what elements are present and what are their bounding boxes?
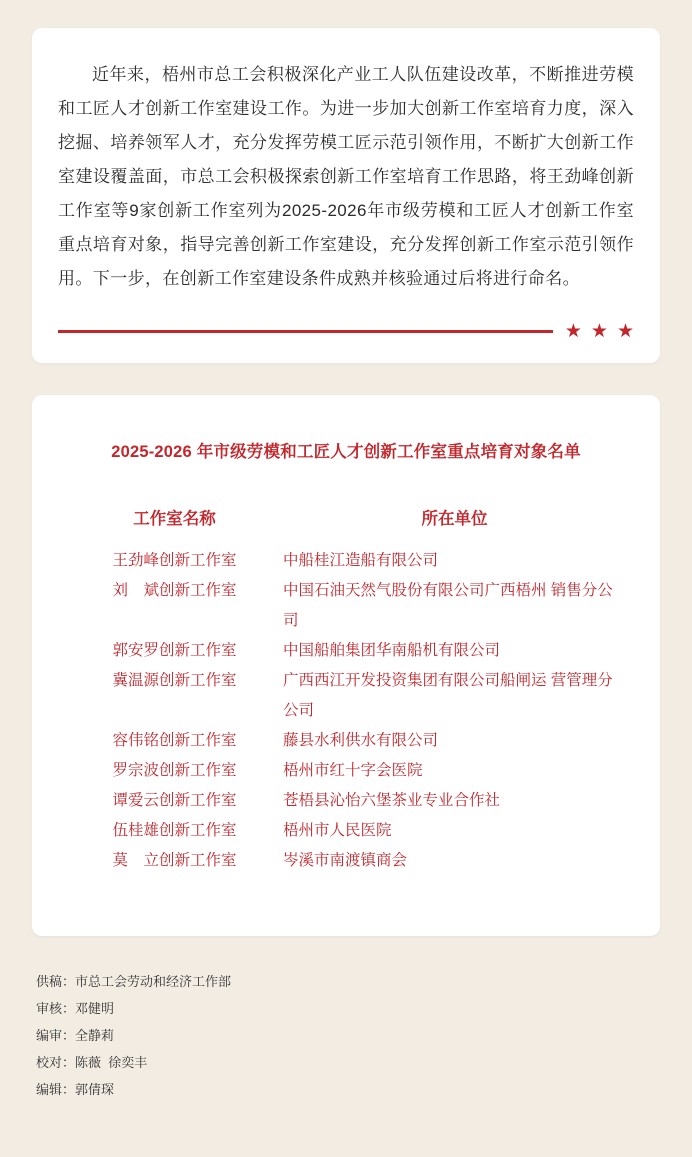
studio-unit: 广西西江开发投资集团有限公司船闸运 营管理分公司 [283,672,613,719]
studio-unit: 梧州市红十字会医院 [283,762,423,779]
footer-line-editor-in-chief: 编审：全静莉 [36,1028,115,1043]
studio-name: 伍桂雄创新工作室 [112,822,237,839]
studio-unit: 中国船舶集团华南船机有限公司 [283,642,501,659]
table-row [66,726,626,756]
star-icon: ★ [616,321,634,342]
studio-name: 郭安罗创新工作室 [112,642,237,659]
column-header-unit: 所在单位 [421,510,488,528]
footer-line-reviewer: 审核：邓健明 [36,1001,115,1016]
studio-name: 刘 斌创新工作室 [112,582,237,599]
studio-name: 冀温源创新工作室 [112,672,237,689]
table-row [66,546,626,576]
article-body: 近年来，梧州市总工会积极深化产业工人队伍建设改革，不断推进劳模和工匠人才创新工作室建设工作。为进一步加大创新工作室培育力度，深入挖掘、培养领军人才，充分发挥劳模工匠示范引领作用，不断扩大创新工作室建设覆盖面，市总工会积极探索创新工作室培育工作思路，将王劲峰创新工作室等9家创新工作室列为2025-2026年市级劳模和工匠人才创新工作室重点培育对象，指导完善创新工作室建设，充分发挥创新工作室示范引领作用。下一步，在创新工作室建设条件成熟并核验通过后将进行命名。 [58,65,634,288]
divider-line [58,330,553,333]
studio-unit: 岑溪市南渡镇商会 [283,852,408,869]
studio-unit: 中国石油天然气股份有限公司广西梧州 销售分公司 [283,582,613,629]
star-icon: ★ [590,321,608,342]
footer-line-editor: 编辑：郭倩琛 [36,1082,115,1097]
studio-unit: 苍梧县沁怡六堡茶业专业合作社 [283,792,501,809]
table-row [66,636,626,666]
star-group [559,322,634,341]
studio-name: 王劲峰创新工作室 [112,552,237,569]
table-header-row [66,505,626,546]
footer-credits [32,962,660,1123]
footer-line-proofreader: 校对：陈薇 徐奕丰 [36,1055,148,1070]
list-title: 2025-2026 年市级劳模和工匠人才创新工作室重点培育对象名单 [111,443,581,461]
article-card [32,28,660,363]
studio-name: 容伟铭创新工作室 [112,732,237,749]
studio-name: 谭爱云创新工作室 [112,792,237,809]
studio-unit: 梧州市人民医院 [283,822,392,839]
studio-name: 莫 立创新工作室 [112,852,237,869]
studio-unit: 中船桂江造船有限公司 [283,552,439,569]
table-row [66,666,626,726]
list-card [32,395,660,936]
studio-name: 罗宗波创新工作室 [112,762,237,779]
footer-line-contributor: 供稿：市总工会劳动和经济工作部 [36,974,232,989]
table-row [66,576,626,636]
table-row [66,816,626,846]
table-row [66,756,626,786]
table-row [66,786,626,816]
column-header-studio: 工作室名称 [133,510,216,528]
divider-with-stars [58,322,634,341]
studio-list-table [66,505,626,876]
star-icon: ★ [564,321,582,342]
table-row [66,846,626,876]
studio-unit: 藤县水利供水有限公司 [283,732,439,749]
